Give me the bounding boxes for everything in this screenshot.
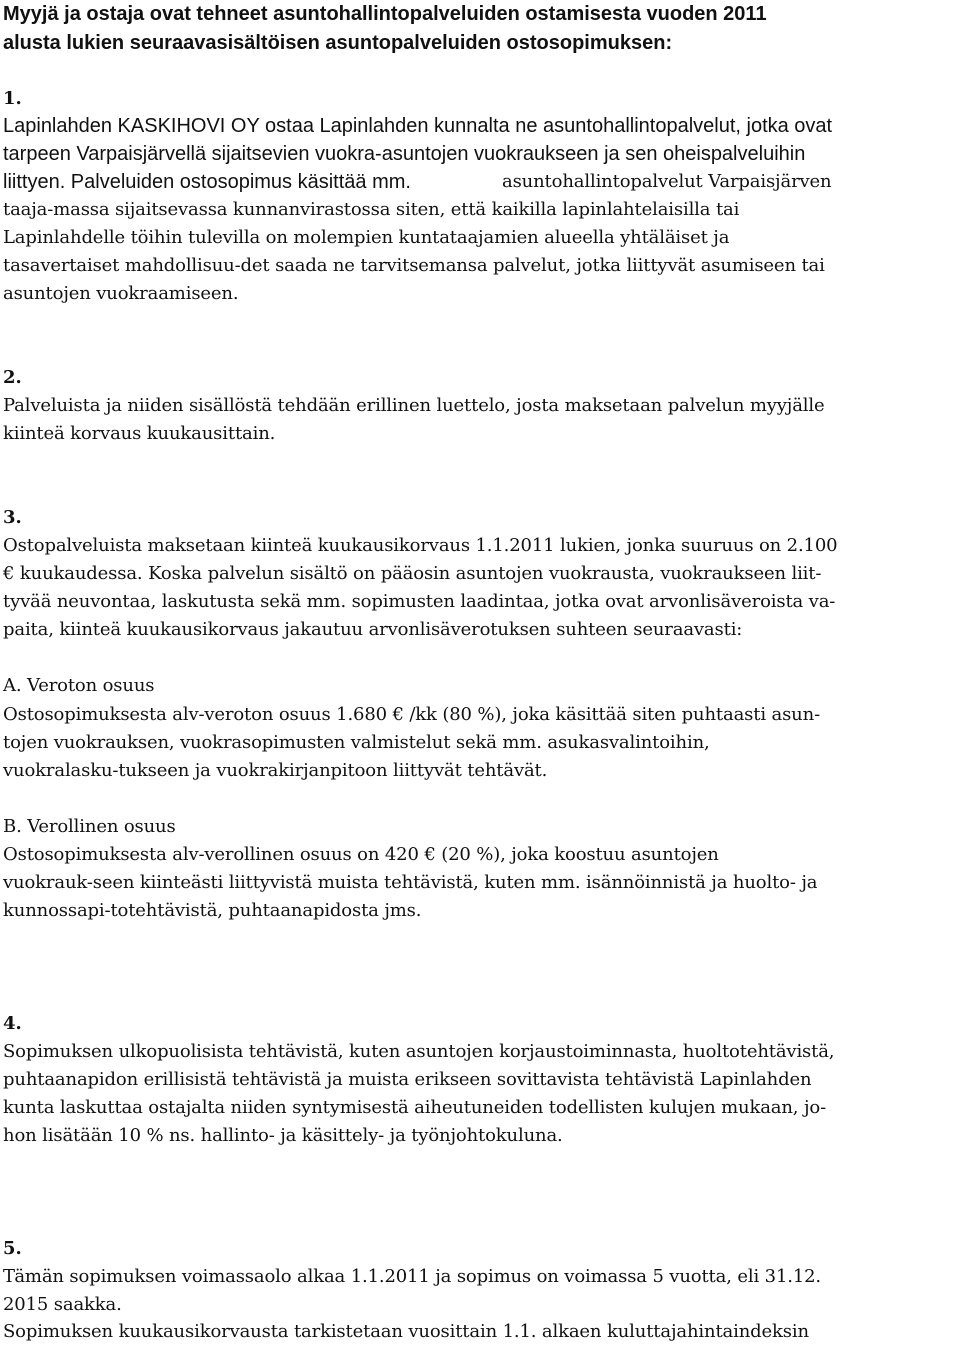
section-1-line-5: Lapinlahdelle töihin tulevilla on molempien kuntataajamien alueella yhtäläiset ja [3, 227, 730, 248]
section-1-line-6: tasavertaiset mahdollisuu-det saada ne tarvitsemansa palvelut, jotka liittyvät asumiseen tai [3, 255, 825, 276]
section-4-number: 4. [3, 1013, 22, 1034]
section-3b-title: B. Verollinen osuus [3, 816, 176, 837]
section-5-number: 5. [3, 1238, 22, 1259]
section-1-line-2: tarpeen Varpaisjärvellä sijaitsevien vuokra-asuntojen vuokraukseen ja sen oheispalveluihin [3, 143, 806, 165]
section-3-line-4: paita, kiinteä kuukausikorvaus jakautuu arvonlisäverotuksen suhteen seuraavasti: [3, 619, 743, 640]
section-4-line-2: puhtaanapidon erillisistä tehtävistä ja muista erikseen sovittavista tehtävistä Lapinlahden [3, 1069, 812, 1090]
section-1-line-3b: asuntohallintopalvelut Varpaisjärven [502, 171, 832, 192]
section-3-line-1: Ostopalveluista maksetaan kiinteä kuukausikorvaus 1.1.2011 lukien, jonka suuruus on 2.100 [3, 535, 838, 556]
section-3b-line-2: vuokrauk-seen kiinteästi liittyvistä muista tehtävistä, kuten mm. isännöinnistä ja huolto- ja [3, 872, 818, 893]
section-3-line-3: tyvää neuvontaa, laskutusta sekä mm. sopimusten laadintaa, jotka ovat arvonlisäveroista va- [3, 591, 836, 612]
section-3-line-2: € kuukaudessa. Koska palvelun sisältö on pääosin asuntojen vuokrausta, vuokraukseen liit- [3, 563, 822, 584]
section-3a-title: A. Veroton osuus [3, 675, 155, 696]
section-3-number: 3. [3, 507, 22, 528]
section-4-line-3: kunta laskuttaa ostajalta niiden syntymisestä aiheutuneiden todellisten kulujen mukaan, jo- [3, 1097, 826, 1118]
heading-line-1: Myyjä ja ostaja ovat tehneet asuntohallintopalveluiden ostamisesta vuoden 2011 [3, 3, 767, 25]
section-1-line-7: asuntojen vuokraamiseen. [3, 283, 239, 304]
section-1-line-3a: liittyen. Palveluiden ostosopimus käsittää mm. [3, 171, 411, 193]
section-3b-line-3: kunnossapi-totehtävistä, puhtaanapidosta jms. [3, 900, 422, 921]
section-2-line-1: Palveluista ja niiden sisällöstä tehdään erillinen luettelo, josta maksetaan palvelun myyjälle [3, 395, 825, 416]
section-5-line-1: Tämän sopimuksen voimassaolo alkaa 1.1.2011 ja sopimus on voimassa 5 vuotta, eli 31.12. [3, 1266, 821, 1287]
section-1-number: 1. [3, 88, 22, 109]
heading-line-2: alusta lukien seuraavasisältöisen asuntopalveluiden ostosopimuksen: [3, 32, 673, 54]
section-3a-line-3: vuokralasku-tukseen ja vuokrakirjanpitoon liittyvät tehtävät. [3, 760, 548, 781]
section-4-line-1: Sopimuksen ulkopuolisista tehtävistä, kuten asuntojen korjaustoiminnasta, huoltotehtävistä, [3, 1041, 835, 1062]
section-1-line-1: Lapinlahden KASKIHOVI OY ostaa Lapinlahden kunnalta ne asuntohallintopalvelut, jotka ovat [3, 115, 833, 137]
section-5-line-2: 2015 saakka. [3, 1294, 122, 1315]
section-2-line-2: kiinteä korvaus kuukausittain. [3, 423, 276, 444]
section-3a-line-1: Ostosopimuksesta alv-veroton osuus 1.680 € /kk (80 %), joka käsittää siten puhtaasti asun- [3, 704, 820, 725]
section-3b-line-1: Ostosopimuksesta alv-verollinen osuus on 420 € (20 %), joka koostuu asuntojen [3, 844, 719, 865]
section-2-number: 2. [3, 367, 22, 388]
section-4-line-4: hon lisätään 10 % ns. hallinto- ja käsittely- ja työnjohtokuluna. [3, 1125, 563, 1146]
section-5-line-3: Sopimuksen kuukausikorvausta tarkistetaan vuosittain 1.1. alkaen kuluttajahintaindeksin [3, 1321, 809, 1342]
section-1-line-4: taaja-massa sijaitsevassa kunnanvirastossa siten, että kaikilla lapinlahtelaisilla tai [3, 199, 740, 220]
section-3a-line-2: tojen vuokrauksen, vuokrasopimusten valmistelut sekä mm. asukasvalintoihin, [3, 732, 710, 753]
